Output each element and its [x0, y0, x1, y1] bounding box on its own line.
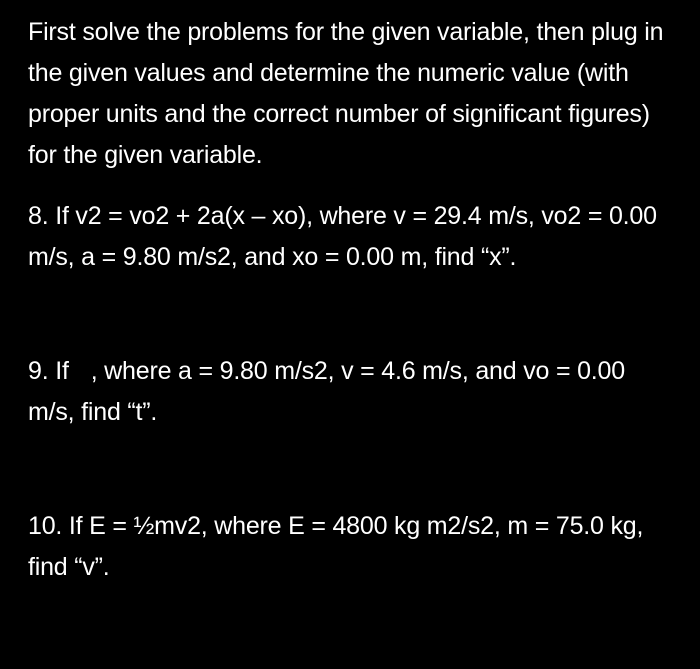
problem-9-text: , where a = 9.80 m/s2, v = 4.6 m/s, and vo = 0.00 m/s, find “t”.	[28, 357, 625, 426]
instructions-paragraph: First solve the problems for the given variable, then plug in the given values and determine the numeric value (with proper units and the correct number of significant figures) for the given variable.	[28, 18, 664, 169]
problem-9-lead: 9. If	[28, 357, 69, 385]
problem-9	[28, 351, 678, 433]
problem-10: 10. If E = ½mv2, where E = 4800 kg m2/s2, m = 75.0 kg, find “v”.	[28, 512, 644, 581]
problem-8: 8. If v2 = vo2 + 2a(x – xo), where v = 29.4 m/s, vo2 = 0.00 m/s, a = 9.80 m/s2, and xo = 0.00 m, find “x”.	[28, 202, 657, 271]
document-body	[28, 12, 678, 588]
